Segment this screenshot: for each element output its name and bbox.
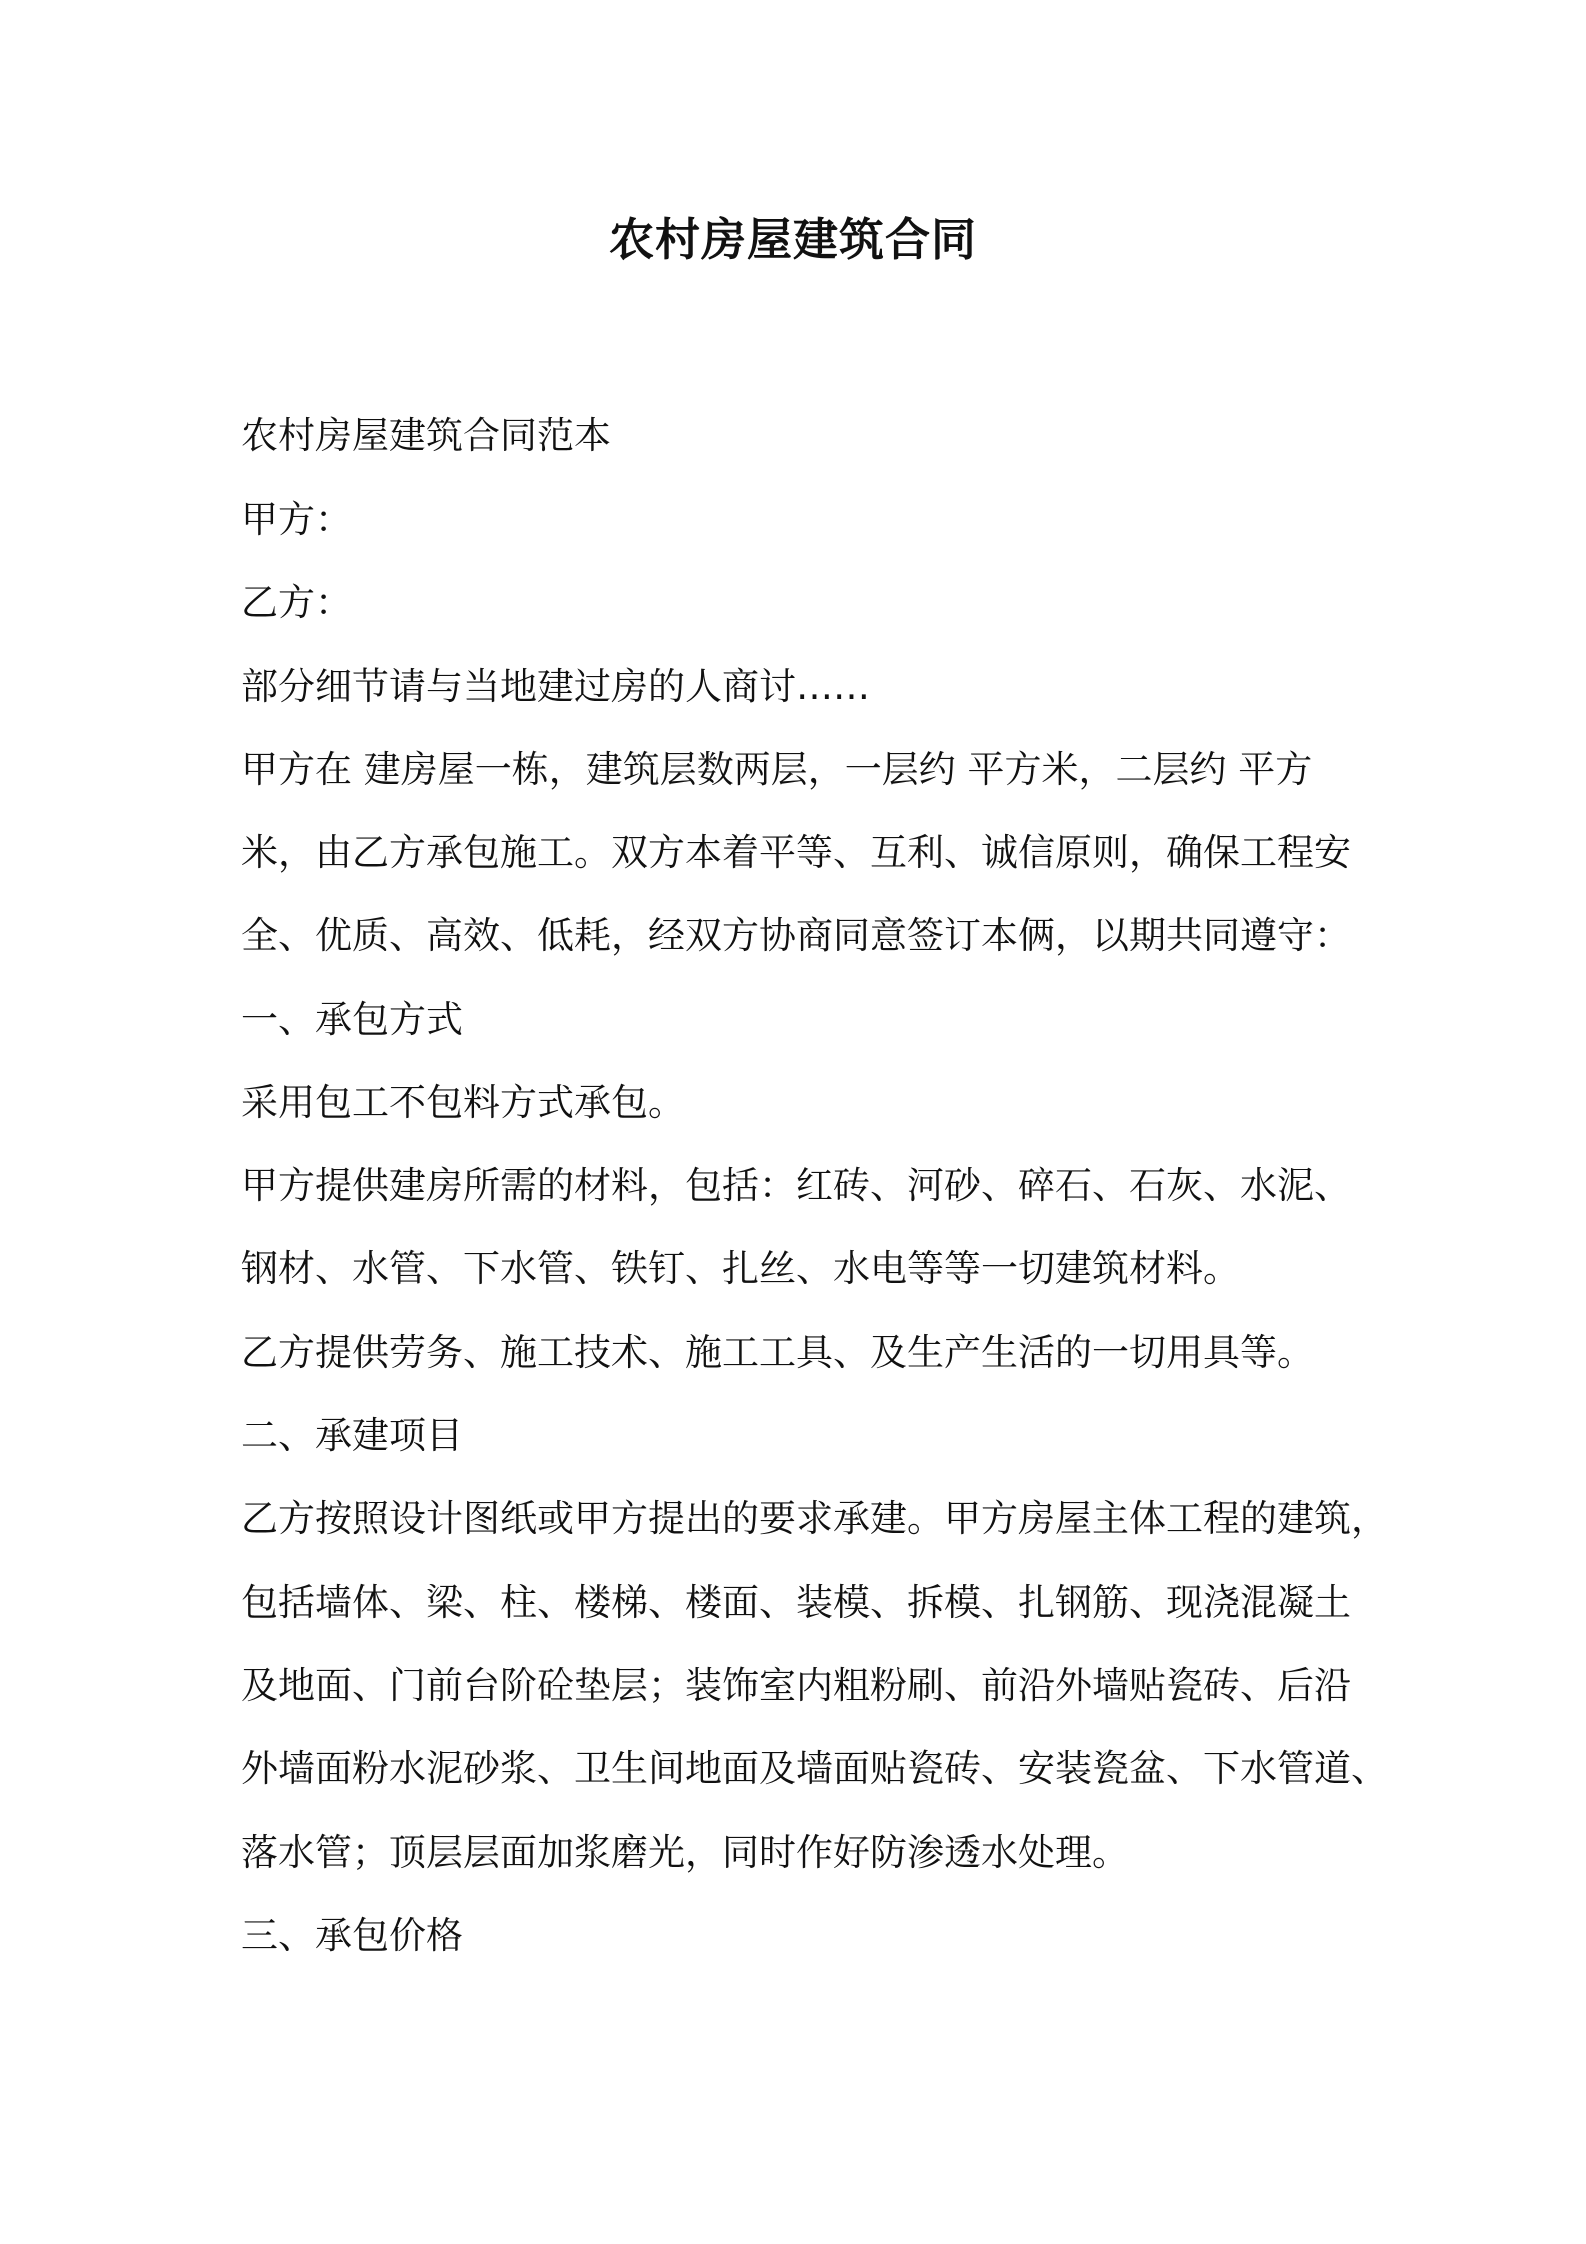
note-line: 部分细节请与当地建过房的人商讨…… bbox=[241, 665, 870, 708]
section2-line: 外墙面粉水泥砂浆、卫生间地面及墙面贴瓷砖、安装瓷盆、下水管道、 bbox=[241, 1747, 1388, 1790]
section-heading-1: 一、承包方式 bbox=[241, 998, 463, 1041]
section2-line: 落水管；顶层层面加浆磨光，同时作好防渗透水处理。 bbox=[241, 1831, 1129, 1874]
section1-line: 采用包工不包料方式承包。 bbox=[241, 1081, 685, 1124]
section1-line: 钢材、水管、下水管、铁钉、扎丝、水电等等一切建筑材料。 bbox=[241, 1247, 1240, 1290]
section2-line: 及地面、门前台阶砼垫层；装饰室内粗粉刷、前沿外墙贴瓷砖、后沿 bbox=[241, 1664, 1351, 1707]
intro-line: 米，由乙方承包施工。双方本着平等、互利、诚信原则，确保工程安 bbox=[241, 831, 1351, 874]
intro-line: 甲方在 建房屋一栋，建筑层数两层，一层约 平方米，二层约 平方 bbox=[241, 748, 1313, 791]
document-subtitle: 农村房屋建筑合同范本 bbox=[241, 414, 611, 457]
section-heading-3: 三、承包价格 bbox=[241, 1914, 463, 1957]
section2-line: 乙方按照设计图纸或甲方提出的要求承建。甲方房屋主体工程的建筑， bbox=[241, 1497, 1388, 1540]
document-title: 农村房屋建筑合同 bbox=[608, 213, 977, 266]
section1-line: 乙方提供劳务、施工技术、施工工具、及生产生活的一切用具等。 bbox=[241, 1331, 1314, 1374]
party-a-label: 甲方： bbox=[241, 498, 352, 541]
section2-line: 包括墙体、梁、柱、楼梯、楼面、装模、拆模、扎钢筋、现浇混凝土 bbox=[241, 1581, 1351, 1624]
section1-line: 甲方提供建房所需的材料，包括：红砖、河砂、碎石、石灰、水泥、 bbox=[241, 1164, 1351, 1207]
intro-line: 全、优质、高效、低耗，经双方协商同意签订本俩，以期共同遵守： bbox=[241, 914, 1351, 957]
party-b-label: 乙方： bbox=[241, 581, 352, 624]
section-heading-2: 二、承建项目 bbox=[241, 1414, 463, 1457]
